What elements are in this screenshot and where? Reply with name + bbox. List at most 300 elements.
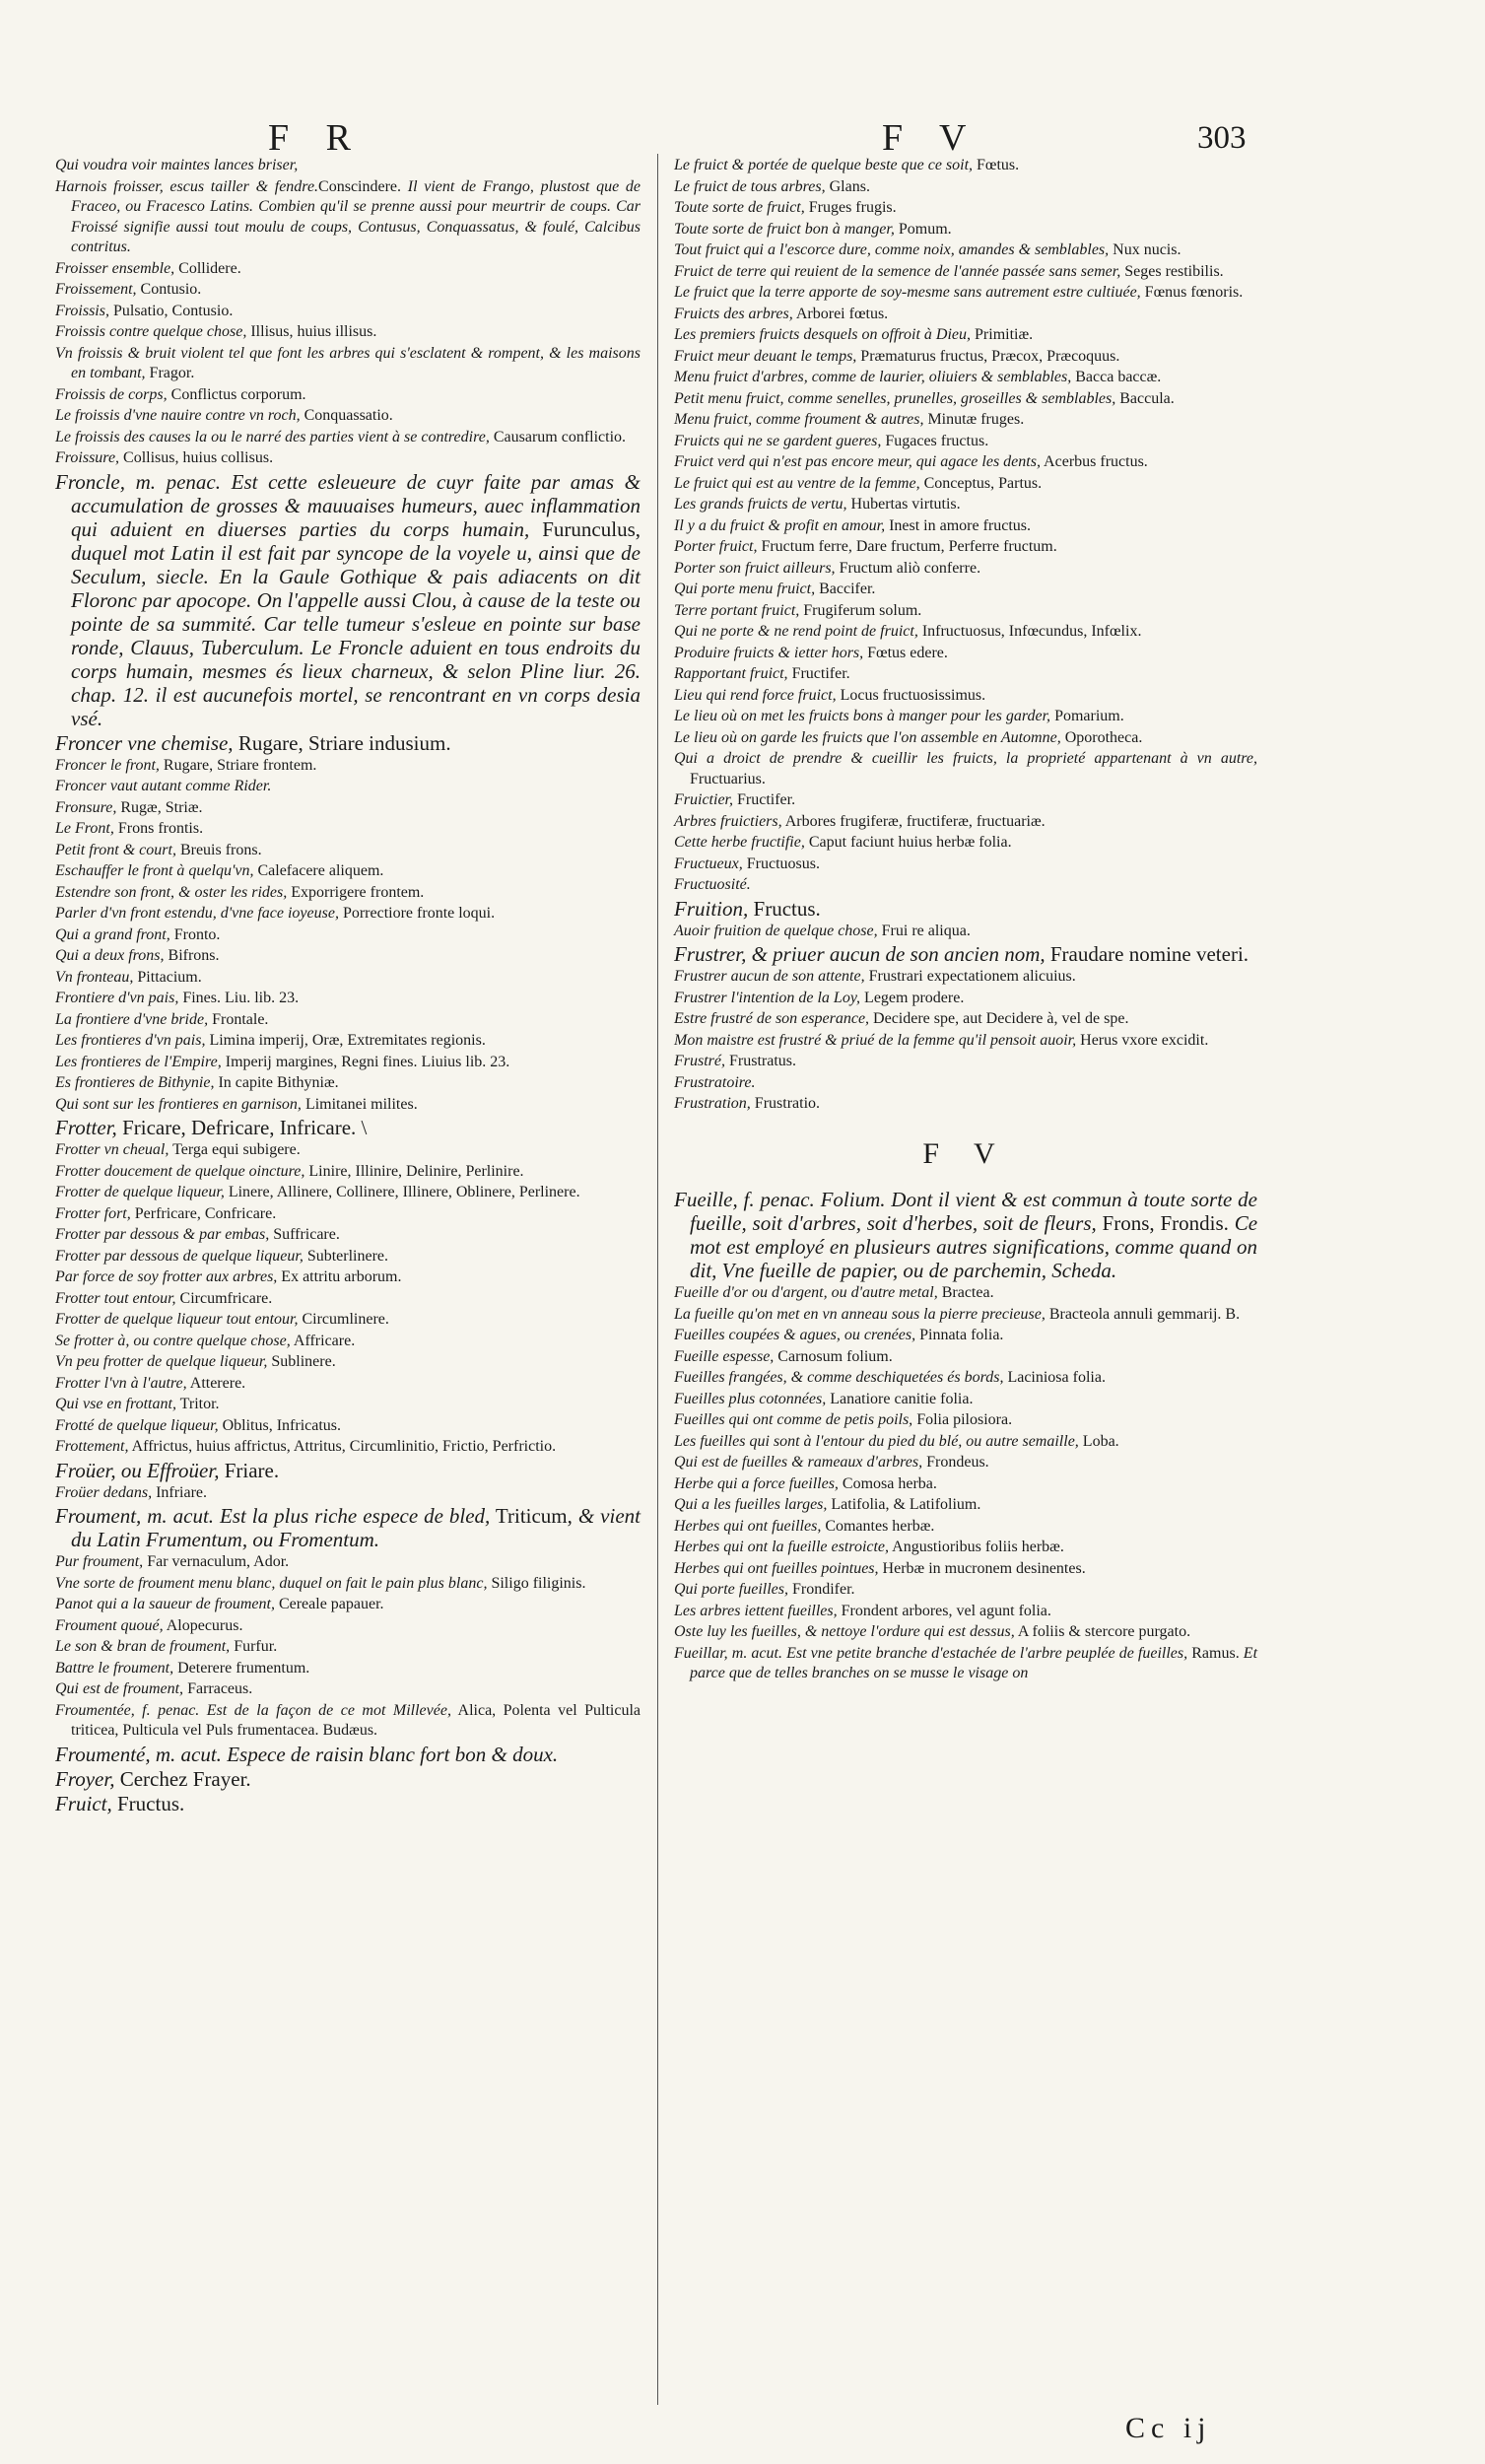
headword: Qui vse en frottant, bbox=[55, 1396, 176, 1412]
headword: Fruictier, bbox=[674, 791, 733, 808]
headword: Vne sorte de froument menu blanc, duquel on fait le pain plus blanc, bbox=[55, 1574, 488, 1592]
dictionary-entry bbox=[55, 1552, 641, 1573]
headword: Menu fruict, comme froument & autres, bbox=[674, 411, 924, 428]
headword: Froncer le front, bbox=[55, 756, 160, 774]
latin-equivalent: Suffricare. bbox=[269, 1226, 340, 1243]
headword: Fruict verd qui n'est pas encore meur, qui agace les dents, bbox=[674, 453, 1041, 470]
latin-equivalent: Frondeus. bbox=[922, 1454, 989, 1471]
latin-equivalent: In capite Bithyniæ. bbox=[214, 1074, 339, 1091]
entry-note: Ce mot est employé en plusieurs autres significations, comme quand on dit, Vne fueille de papier, ou de parchemin, Scheda. bbox=[690, 1211, 1258, 1282]
headword: Les frontieres d'vn pais, bbox=[55, 1032, 206, 1049]
headword: La fueille qu'on met en vn anneau sous la pierre precieuse, bbox=[674, 1305, 1046, 1323]
latin-equivalent: Fructum ferre, Dare fructum, Perferre fructum. bbox=[757, 538, 1057, 555]
french-gloss: Est cette esleueure de cuyr faite par amas & accumulation de grosses & mauuaises humeurs, auec inflammation qui aduient en diuerses parties du corps humain, bbox=[71, 469, 641, 541]
dictionary-entry bbox=[55, 1053, 641, 1073]
dictionary-entry bbox=[674, 664, 1257, 685]
dictionary-entry bbox=[674, 855, 1257, 875]
headword: Vn froissis & bruit violent tel que font les arbres qui s'esclatent & rompent, & les maisons en tombant, bbox=[55, 344, 641, 381]
headword: Frotter de quelque liqueur, bbox=[55, 1184, 225, 1200]
latin-equivalent: Ex attritu arborum. bbox=[277, 1268, 402, 1285]
headword: Herbe qui a force fueilles, bbox=[674, 1474, 839, 1492]
dictionary-entry bbox=[674, 495, 1257, 515]
latin-equivalent: Siligo filiginis. bbox=[487, 1574, 586, 1592]
latin-equivalent: Fraudare nomine veteri. bbox=[1045, 942, 1249, 966]
dictionary-entry bbox=[674, 410, 1257, 431]
dictionary-entry bbox=[55, 925, 641, 946]
headword: La frontiere d'vne bride, bbox=[55, 1010, 209, 1028]
headword: Fueilles plus cotonnées, bbox=[674, 1390, 827, 1407]
page-number: 303 bbox=[1197, 120, 1247, 156]
dictionary-entry bbox=[55, 1437, 641, 1458]
french-gloss: Est la plus riche espece de bled, bbox=[214, 1504, 491, 1528]
latin-equivalent: Illisus, huius illisus. bbox=[246, 323, 377, 340]
headword: Qui porte menu fruict, bbox=[674, 581, 816, 597]
headword: Le lieu où on garde les fruicts que l'on assemble en Automne, bbox=[674, 728, 1061, 746]
french-gloss: Folium. Dont il vient & est commun à toute sorte de fueille, soit d'arbres, soit d'herbes, soit de fleurs, bbox=[690, 1188, 1257, 1235]
headword: Fructuosité. bbox=[674, 876, 751, 893]
entry-note: Il vient de Frango, plustost que de Fraceo, ou Fracesco Latins. Combien qu'il se prenne aussi pour meurtrir de coups. Car Froissé signifie aussi tout moulu de coups, Contusus, Conquassatus, & foulé, Calcibus contritus. bbox=[71, 177, 641, 255]
dictionary-entry bbox=[674, 812, 1257, 833]
dictionary-entry bbox=[55, 302, 641, 322]
headword: Herbes qui ont fueilles pointues, bbox=[674, 1559, 879, 1577]
dictionary-entry bbox=[674, 875, 1257, 896]
dictionary-entry bbox=[55, 280, 641, 301]
dictionary-entry bbox=[674, 1094, 1257, 1115]
dictionary-entry bbox=[55, 1225, 641, 1246]
left-entries bbox=[55, 156, 641, 1815]
headword: Parler d'vn front estendu, d'vne face ioyeuse, bbox=[55, 905, 339, 922]
dictionary-entry bbox=[55, 1637, 641, 1658]
dictionary-entry bbox=[674, 1009, 1257, 1030]
dictionary-entry bbox=[55, 1701, 641, 1742]
headword: Froument, m. acut. bbox=[55, 1504, 215, 1528]
latin-equivalent: Arbores frugiferæ, fructiferæ, fructuariæ. bbox=[781, 812, 1046, 830]
dictionary-entry bbox=[674, 1052, 1257, 1072]
dictionary-entry bbox=[674, 749, 1257, 789]
headword: Qui a grand front, bbox=[55, 925, 170, 943]
latin-equivalent: Oporotheca. bbox=[1060, 728, 1143, 746]
latin-equivalent: Frondent arbores, vel agunt folia. bbox=[837, 1602, 1051, 1619]
latin-equivalent: Alopecurus. bbox=[163, 1616, 243, 1634]
headword: Battre le froument, bbox=[55, 1659, 174, 1677]
dictionary-entry bbox=[674, 707, 1257, 727]
dictionary-entry bbox=[55, 1504, 641, 1551]
latin-equivalent: Oblitus, Infricatus. bbox=[218, 1416, 342, 1434]
headword: Le son & bran de froument, bbox=[55, 1638, 231, 1655]
latin-equivalent: Pomarium. bbox=[1050, 708, 1124, 724]
dictionary-entry bbox=[55, 731, 641, 755]
latin-equivalent: Frugiferum solum. bbox=[799, 601, 922, 619]
latin-equivalent: Bracteola annuli gemmarij. B. bbox=[1045, 1305, 1241, 1323]
running-head-right: F V bbox=[882, 117, 980, 159]
headword: Lieu qui rend force fruict, bbox=[674, 686, 837, 704]
dictionary-entry bbox=[674, 262, 1257, 283]
headword: Fronsure, bbox=[55, 798, 117, 816]
dictionary-entry bbox=[674, 198, 1257, 219]
headword: Froissis contre quelque chose, bbox=[55, 323, 247, 340]
headword: Fueilles qui ont comme de petis poils, bbox=[674, 1411, 913, 1428]
dictionary-entry bbox=[674, 516, 1257, 537]
latin-equivalent: Folia pilosiora. bbox=[912, 1411, 1013, 1428]
headword: Frustratoire. bbox=[674, 1073, 756, 1091]
dictionary-entry bbox=[674, 790, 1257, 811]
latin-equivalent: Collidere. bbox=[174, 259, 241, 277]
dictionary-entry bbox=[55, 1395, 641, 1415]
dictionary-entry bbox=[674, 967, 1257, 988]
latin-equivalent: Fructum aliò conferre. bbox=[835, 559, 981, 577]
headword: Qui a droict de prendre & cueillir les fruicts, la proprieté appartenant à vn autre, bbox=[674, 750, 1257, 767]
headword: Le fruict que la terre apporte de soy-mesme sans autrement estre cultiuée, bbox=[674, 284, 1141, 301]
headword: Fueilles frangées, & comme deschiquetées és bords, bbox=[674, 1369, 1004, 1386]
headword: Le fruict de tous arbres, bbox=[674, 177, 826, 195]
headword: Il y a du fruict & profit en amour, bbox=[674, 516, 886, 534]
dictionary-entry bbox=[55, 798, 641, 819]
dictionary-entry bbox=[55, 1416, 641, 1437]
dictionary-entry bbox=[674, 1031, 1257, 1052]
latin-equivalent: Circumlinere. bbox=[298, 1311, 389, 1328]
latin-equivalent: Frui re aliqua. bbox=[877, 922, 971, 939]
latin-equivalent: Fœtus edere. bbox=[863, 644, 948, 661]
headword: Le Front, bbox=[55, 820, 114, 837]
dictionary-entry bbox=[674, 368, 1257, 388]
headword: Qui a les fueilles larges, bbox=[674, 1496, 828, 1513]
latin-equivalent: Furunculus, bbox=[529, 516, 641, 541]
headword: Fructueux, bbox=[674, 855, 743, 872]
headword: Menu fruict d'arbres, comme de laurier, oliuiers & semblables, bbox=[674, 369, 1072, 385]
headword: Mon maistre est frustré & priué de la femme qu'il pensoit auoir, bbox=[674, 1031, 1077, 1049]
dictionary-entry bbox=[55, 841, 641, 861]
headword: Auoir fruition de quelque chose, bbox=[674, 922, 878, 939]
dictionary-entry bbox=[55, 1459, 641, 1482]
latin-equivalent: Subterlinere. bbox=[303, 1247, 389, 1265]
dictionary-entry bbox=[674, 644, 1257, 664]
latin-equivalent: Friare. bbox=[219, 1458, 280, 1482]
headword: Fruict de terre qui reuient de la semence de l'année passée sans semer, bbox=[674, 262, 1121, 280]
latin-equivalent: Cerchez Frayer. bbox=[114, 1766, 251, 1791]
latin-equivalent: Fricare, Defricare, Infricare. \ bbox=[116, 1116, 368, 1139]
dictionary-entry bbox=[674, 922, 1257, 942]
latin-equivalent: A foliis & stercore purgato. bbox=[1014, 1623, 1191, 1640]
headword: Par force de soy frotter aux arbres, bbox=[55, 1268, 278, 1285]
headword: Frotter par dessous de quelque liqueur, bbox=[55, 1247, 304, 1265]
latin-equivalent: Fœnus fœnoris. bbox=[1140, 284, 1244, 301]
dictionary-entry bbox=[55, 1010, 641, 1031]
latin-equivalent: Pulsatio, Contusio. bbox=[108, 302, 234, 319]
column-divider bbox=[657, 154, 658, 2405]
latin-equivalent: Legem prodere. bbox=[860, 989, 965, 1006]
french-gloss: Harnois froisser, escus tailler & fendre. bbox=[55, 177, 319, 195]
dictionary-entry bbox=[55, 777, 641, 797]
dictionary-entry bbox=[674, 1347, 1257, 1368]
latin-equivalent: Affricare. bbox=[290, 1332, 356, 1349]
dictionary-entry bbox=[55, 946, 641, 967]
headword: Qui sont sur les frontieres en garnison, bbox=[55, 1095, 302, 1113]
headword: Frustrer, & priuer aucun de son ancien nom, bbox=[674, 942, 1046, 966]
latin-equivalent: Angustioribus foliis herbæ. bbox=[889, 1539, 1064, 1555]
latin-equivalent: Far vernaculum, Ador. bbox=[143, 1553, 290, 1570]
dictionary-entry bbox=[55, 1095, 641, 1116]
dictionary-entry bbox=[674, 1474, 1257, 1495]
right-entries bbox=[674, 156, 1257, 1115]
latin-equivalent: Nux nucis. bbox=[1109, 241, 1181, 258]
latin-equivalent: Linire, Illinire, Delinire, Perlinire. bbox=[304, 1162, 524, 1180]
latin-equivalent: Frons, Frondis. bbox=[1096, 1211, 1235, 1235]
dictionary-entry bbox=[55, 904, 641, 924]
dictionary-entry bbox=[55, 1792, 641, 1815]
dictionary-entry bbox=[674, 1495, 1257, 1516]
latin-equivalent: Frustratio. bbox=[750, 1095, 821, 1112]
headword: Froumenté, m. acut. bbox=[55, 1742, 222, 1766]
dictionary-entry bbox=[674, 601, 1257, 622]
latin-equivalent: Rugare, Striare indusium. bbox=[233, 730, 451, 755]
latin-equivalent: Fructus. bbox=[748, 896, 821, 921]
latin-equivalent: Frustratus. bbox=[725, 1053, 796, 1069]
dictionary-entry bbox=[55, 428, 641, 448]
latin-equivalent: Fragor. bbox=[145, 365, 195, 381]
running-head-left: F R bbox=[268, 117, 365, 159]
headword: Le froissis des causes la ou le narré des parties vient à se contredire, bbox=[55, 428, 490, 445]
dictionary-entry bbox=[674, 1622, 1257, 1643]
latin-equivalent: Furfur. bbox=[230, 1638, 278, 1655]
headword: Petit menu fruict, comme senelles, prunelles, groseilles & semblables, bbox=[674, 389, 1116, 407]
latin-equivalent: Acerbus fructus. bbox=[1040, 453, 1148, 470]
headword: Froissure, bbox=[55, 449, 120, 466]
headword: Qui est de froument, bbox=[55, 1680, 184, 1697]
dictionary-entry bbox=[674, 559, 1257, 580]
latin-equivalent: Infriare. bbox=[152, 1483, 208, 1501]
latin-equivalent: Linere, Allinere, Collinere, Illinere, Oblinere, Perlinere. bbox=[224, 1184, 580, 1200]
dictionary-entry bbox=[55, 470, 641, 730]
headword: Froüer, ou Effroüer, bbox=[55, 1458, 220, 1482]
dictionary-entry bbox=[674, 833, 1257, 854]
headword: Les grands fruicts de vertu, bbox=[674, 496, 847, 513]
dictionary-entry bbox=[674, 389, 1257, 410]
dictionary-entry bbox=[674, 728, 1257, 749]
headword: Froncle, m. penac. bbox=[55, 469, 221, 494]
dictionary-entry bbox=[55, 1616, 641, 1637]
dictionary-entry bbox=[674, 942, 1257, 966]
headword: Frotter vn cheual, bbox=[55, 1141, 169, 1158]
latin-equivalent: Baccula. bbox=[1115, 389, 1175, 407]
latin-equivalent: Tritor. bbox=[175, 1396, 220, 1412]
latin-equivalent: Comantes herbæ. bbox=[821, 1517, 935, 1535]
dictionary-entry bbox=[674, 1073, 1257, 1094]
latin-equivalent: Sublinere. bbox=[267, 1353, 336, 1370]
headword: Frotter par dessous & par embas, bbox=[55, 1226, 270, 1243]
dictionary-entry bbox=[55, 968, 641, 989]
french-gloss: Espece de raisin blanc fort bon & doux. bbox=[221, 1742, 559, 1766]
latin-equivalent: Baccifer. bbox=[815, 581, 876, 597]
latin-equivalent: Infructuosus, Infœcundus, Infœlix. bbox=[917, 623, 1142, 640]
dictionary-entry bbox=[55, 1352, 641, 1373]
latin-equivalent: Caput faciunt huius herbæ folia. bbox=[804, 834, 1012, 851]
dictionary-entry bbox=[674, 1410, 1257, 1431]
headword: Frustrer l'intention de la Loy, bbox=[674, 989, 861, 1006]
latin-equivalent: Fructifer. bbox=[733, 791, 796, 808]
headword: Froumentée, f. penac. bbox=[55, 1701, 200, 1719]
latin-equivalent: Fructuosus. bbox=[742, 855, 820, 872]
latin-equivalent: Terga equi subigere. bbox=[169, 1141, 301, 1158]
headword: Frotter l'vn à l'autre, bbox=[55, 1374, 187, 1392]
headword: Le froissis d'vne nauire contre vn roch, bbox=[55, 407, 301, 424]
latin-equivalent: Comosa herba. bbox=[838, 1474, 937, 1492]
headword: Le fruict & portée de quelque beste que ce soit, bbox=[674, 157, 974, 173]
latin-equivalent: Frons frontis. bbox=[113, 820, 204, 837]
dictionary-entry bbox=[55, 1332, 641, 1352]
latin-equivalent: Arborei fœtus. bbox=[792, 305, 889, 322]
latin-equivalent: Inest in amore fructus. bbox=[885, 516, 1032, 534]
headword: Terre portant fruict, bbox=[674, 601, 800, 619]
latin-equivalent: Circumfricare. bbox=[175, 1289, 273, 1307]
headword: Fueilles coupées & agues, ou crenées, bbox=[674, 1327, 916, 1343]
headword: Frotter, bbox=[55, 1116, 117, 1139]
dictionary-entry bbox=[55, 259, 641, 280]
headword: Fruicts des arbres, bbox=[674, 305, 793, 322]
latin-equivalent: Carnosum folium. bbox=[774, 1347, 893, 1365]
dictionary-entry bbox=[674, 432, 1257, 452]
headword: Fruict meur deuant le temps, bbox=[674, 347, 857, 365]
headword: Les fueilles qui sont à l'entour du pied du blé, ou autre semaille, bbox=[674, 1432, 1079, 1450]
headword: Estendre son front, & oster les rides, bbox=[55, 883, 288, 901]
french-gloss: Est de la façon de ce mot Millevée, bbox=[199, 1701, 451, 1719]
latin-equivalent: Fructus. bbox=[111, 1791, 185, 1815]
headword: Fueille, f. penac. bbox=[674, 1188, 815, 1211]
dictionary-entry bbox=[674, 897, 1257, 921]
dictionary-entry bbox=[674, 1188, 1257, 1282]
dictionary-entry bbox=[674, 283, 1257, 304]
headword: Arbres fruictiers, bbox=[674, 812, 782, 830]
headword: Estre frustré de son esperance, bbox=[674, 1010, 870, 1027]
dictionary-entry bbox=[55, 1679, 641, 1700]
dictionary-entry bbox=[55, 1574, 641, 1595]
headword: Froncer vaut autant comme Rider. bbox=[55, 778, 272, 794]
dictionary-entry bbox=[55, 1374, 641, 1395]
headword: Fruition, bbox=[674, 896, 749, 921]
latin-equivalent: Bifrons. bbox=[164, 947, 220, 964]
headword: Froyer, bbox=[55, 1766, 115, 1791]
latin-equivalent: Herus vxore excidit. bbox=[1076, 1031, 1209, 1049]
dictionary-entry bbox=[674, 1305, 1257, 1326]
latin-equivalent: Contusio. bbox=[136, 281, 202, 298]
dictionary-entry bbox=[55, 1659, 641, 1679]
headword: Se frotter à, ou contre quelque chose, bbox=[55, 1332, 291, 1349]
headword: Qui est de fueilles & rameaux d'arbres, bbox=[674, 1454, 923, 1471]
latin-equivalent: Rugæ, Striæ. bbox=[116, 798, 203, 816]
headword: Froissement, bbox=[55, 281, 137, 298]
headword: Tout fruict qui a l'escorce dure, comme noix, amandes & semblables, bbox=[674, 241, 1110, 258]
dictionary-entry bbox=[674, 989, 1257, 1009]
entry-note: Et parce que de telles branches on se musse le visage on bbox=[690, 1644, 1258, 1681]
latin-equivalent: Pinnata folia. bbox=[915, 1327, 1004, 1343]
dictionary-entry bbox=[55, 156, 641, 176]
dictionary-entry bbox=[674, 537, 1257, 558]
right-column bbox=[674, 156, 1257, 1685]
french-gloss: Est vne petite branche d'estachée de l'arbre peuplée de fueilles, bbox=[781, 1644, 1188, 1662]
headword: Froüer dedans, bbox=[55, 1483, 153, 1501]
headword: Froncer vne chemise, bbox=[55, 730, 234, 755]
headword: Herbes qui ont fueilles, bbox=[674, 1517, 822, 1535]
latin-equivalent: Fructuarius. bbox=[690, 770, 766, 787]
latin-equivalent: Exporrigere frontem. bbox=[287, 883, 425, 901]
dictionary-entry bbox=[55, 883, 641, 904]
latin-equivalent: Atterere. bbox=[186, 1374, 246, 1392]
headword: Fueillar, m. acut. bbox=[674, 1644, 782, 1662]
headword: Produire fruicts & ietter hors, bbox=[674, 644, 864, 661]
headword: Oste luy les fueilles, & nettoye l'ordure qui est dessus, bbox=[674, 1623, 1015, 1640]
dictionary-entry bbox=[55, 1162, 641, 1183]
dictionary-entry bbox=[55, 385, 641, 406]
headword: Toute sorte de fruict, bbox=[674, 199, 805, 216]
headword: Les arbres iettent fueilles, bbox=[674, 1602, 838, 1619]
latin-equivalent: Latifolia, & Latifolium. bbox=[827, 1496, 981, 1513]
headword: Eschauffer le front à quelqu'vn, bbox=[55, 862, 254, 879]
dictionary-entry bbox=[55, 1767, 641, 1791]
headword: Frottement, bbox=[55, 1438, 129, 1455]
latin-equivalent: Cereale papauer. bbox=[274, 1596, 384, 1612]
dictionary-entry bbox=[674, 1538, 1257, 1558]
headword: Frotter tout entour, bbox=[55, 1289, 176, 1307]
latin-equivalent: Fruges frugis. bbox=[804, 199, 897, 216]
dictionary-entry bbox=[674, 1283, 1257, 1304]
dictionary-entry bbox=[55, 448, 641, 469]
latin-equivalent: Decidere spe, aut Decidere à, vel de spe. bbox=[869, 1010, 1129, 1027]
headword: Panot qui a la saueur de froument, bbox=[55, 1596, 275, 1612]
dictionary-entry bbox=[55, 322, 641, 343]
dictionary-entry bbox=[55, 344, 641, 384]
latin-equivalent: Ramus. bbox=[1187, 1644, 1244, 1662]
dictionary-entry bbox=[55, 1310, 641, 1331]
headword: Vn peu frotter de quelque liqueur, bbox=[55, 1353, 268, 1370]
headword: Frontiere d'vn pais, bbox=[55, 990, 179, 1006]
dictionary-entry bbox=[674, 1602, 1257, 1622]
headword: Porter fruict, bbox=[674, 538, 758, 555]
latin-equivalent: Conscindere. bbox=[318, 177, 408, 195]
latin-equivalent: Herbæ in mucronem desinentes. bbox=[878, 1559, 1086, 1577]
left-column bbox=[55, 156, 641, 1816]
dictionary-entry bbox=[674, 240, 1257, 261]
catchword: Cc ij bbox=[1125, 2412, 1212, 2444]
dictionary-entry bbox=[55, 1743, 641, 1766]
dictionary-entry bbox=[674, 1517, 1257, 1538]
latin-equivalent: Frontale. bbox=[208, 1010, 269, 1028]
latin-equivalent: Collisus, huius collisus. bbox=[119, 449, 274, 466]
latin-equivalent: Hubertas virtutis. bbox=[846, 496, 961, 513]
french-gloss: Qui voudra voir maintes lances briser, bbox=[55, 157, 299, 173]
dictionary-entry bbox=[55, 1595, 641, 1615]
latin-equivalent: Pittacium. bbox=[133, 968, 202, 986]
headword: Herbes qui ont la fueille estroicte, bbox=[674, 1539, 890, 1555]
dictionary-entry bbox=[674, 452, 1257, 473]
headword: Vn fronteau, bbox=[55, 968, 134, 986]
latin-equivalent: Calefacere aliquem. bbox=[253, 862, 384, 879]
latin-equivalent: Conflictus corporum. bbox=[167, 385, 306, 403]
latin-equivalent: Deterere frumentum. bbox=[173, 1659, 310, 1677]
dictionary-entry bbox=[55, 1247, 641, 1267]
latin-equivalent: Alica, Polenta vel Pulticula triticea, Pulticula vel Puls frumentacea. Budæus. bbox=[71, 1701, 641, 1739]
latin-equivalent: Triticum, bbox=[490, 1504, 578, 1528]
latin-equivalent: Præmaturus fructus, Præcox, Præcoquus. bbox=[856, 347, 1120, 365]
headword: Porter son fruict ailleurs, bbox=[674, 559, 836, 577]
latin-equivalent: Seges restibilis. bbox=[1120, 262, 1224, 280]
latin-equivalent: Fronto. bbox=[169, 925, 221, 943]
headword: Fueille espesse, bbox=[674, 1347, 775, 1365]
headword: Froument quoué, bbox=[55, 1616, 164, 1634]
headword: Cette herbe fructifie, bbox=[674, 834, 805, 851]
latin-equivalent: Perfricare, Confricare. bbox=[130, 1204, 277, 1222]
dictionary-entry bbox=[674, 1390, 1257, 1410]
latin-equivalent: Loba. bbox=[1078, 1432, 1119, 1450]
dictionary-entry bbox=[55, 1204, 641, 1225]
